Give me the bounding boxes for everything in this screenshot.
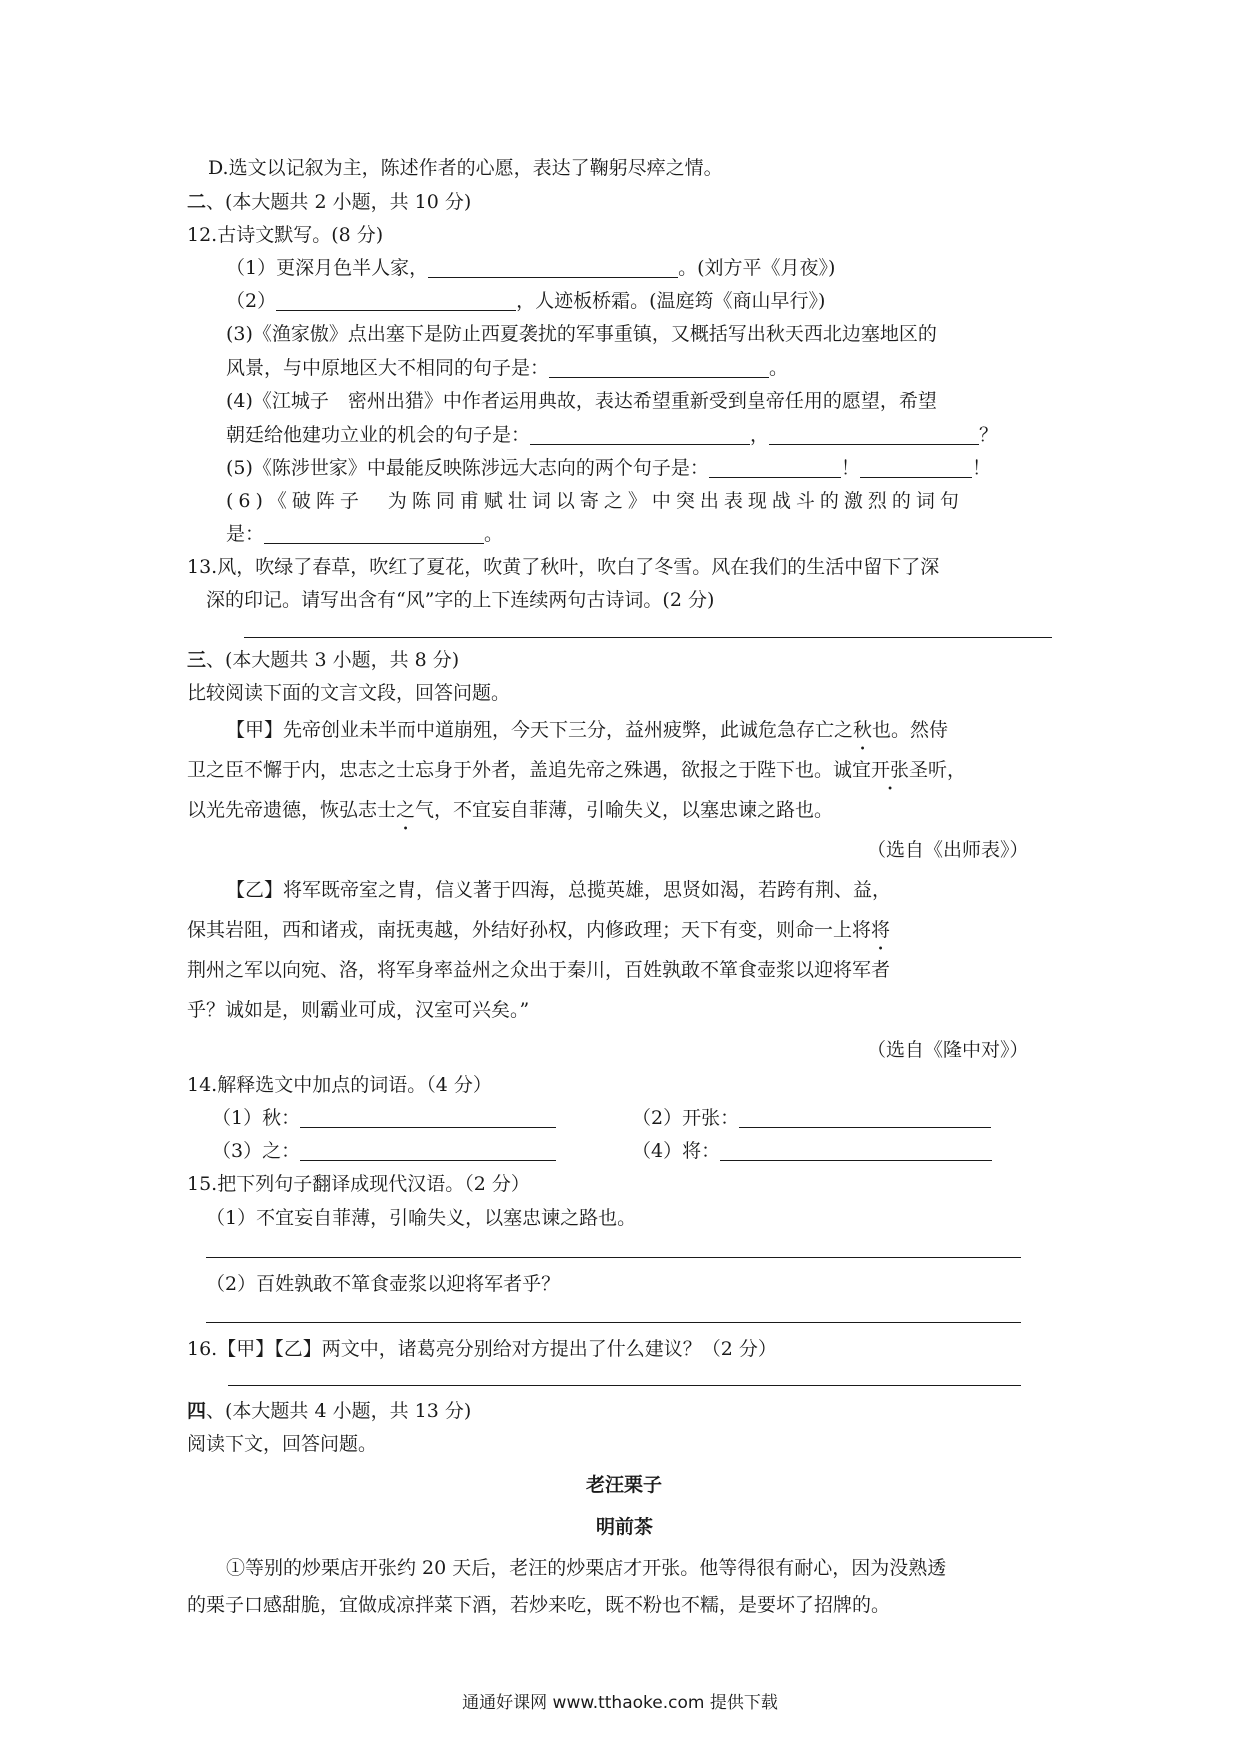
q12-item-6-suffix: 。 <box>484 523 504 545</box>
q14-item-3-blank[interactable] <box>300 1140 556 1161</box>
section4-number: 四 <box>187 1400 207 1422</box>
q12-item-3-line2 <box>226 355 788 381</box>
passage-yi-line3: 荆州之军以向宛、洛，将军身率益州之众出于秦川，百姓孰敢不箪食壶浆以迎将军者 <box>187 959 891 981</box>
passage-yi-line4: 乎？诚如是，则霸业可成，汉室可兴矣。” <box>187 999 530 1021</box>
q12-item-4-line2 <box>226 422 998 448</box>
q14-title: 14.解释选文中加点的词语。（4 分） <box>187 1074 492 1096</box>
passage-yi-line1: 【乙】将军既帝室之胄，信义著于四海，总揽英雄，思贤如渴，若跨有荆、益， <box>226 879 892 901</box>
q12-item-3-blank[interactable] <box>549 357 769 378</box>
q12-item-1 <box>226 255 835 281</box>
passage-yi-line2 <box>187 917 890 943</box>
q12-item-5 <box>226 455 991 481</box>
q15-item-2: （2）百姓孰敢不箪食壶浆以迎将军者乎？ <box>206 1273 561 1295</box>
passage-yi-source: （选自《隆中对》） <box>867 1039 1029 1061</box>
q12-item-6-prefix: 是： <box>226 523 265 545</box>
q12-item-3-prefix: 风景，与中原地区大不相同的句子是： <box>226 357 550 379</box>
q12-item-6-line1: (6)《破阵子 为陈同甫赋壮词以寄之》中突出表现战斗的激烈的词句 <box>226 490 964 512</box>
q14-item-4-label: （4）将： <box>632 1140 721 1162</box>
q14-item-4 <box>632 1138 992 1164</box>
article-title: 老汪栗子 <box>586 1474 663 1496</box>
passage-yi-line2-text: 保其岩阻，西和诸戎，南抚夷越，外结好孙权，内修政理；天下有变，则命一上将 <box>187 919 872 941</box>
dotted-word-jiang: 将 <box>871 919 891 941</box>
q12-item-4-blank-1[interactable] <box>530 424 750 445</box>
q14-item-2 <box>632 1105 991 1131</box>
q15-item-1-answer-line[interactable] <box>206 1257 1021 1258</box>
q12-item-5-blank-2[interactable] <box>860 457 972 478</box>
q12-item-4-line1: (4)《江城子 密州出猎》中作者运用典故，表达希望重新受到皇帝任用的愿望，希望 <box>226 390 937 412</box>
q12-item-6-line2 <box>226 521 503 547</box>
article-paragraph-1-line1: ①等别的炒栗店开张约 20 天后，老汪的炒栗店才开张。他等得很有耐心，因为没熟透 <box>226 1557 947 1579</box>
q12-item-2-suffix: ，人迹板桥霜。(温庭筠《商山早行》) <box>516 290 826 312</box>
q12-item-5-blank-1[interactable] <box>709 457 841 478</box>
footer-download-notice: 通通好课网 www.tthaoke.com 提供下载 <box>462 1693 778 1713</box>
q15-title: 15.把下列句子翻译成现代汉语。（2 分） <box>187 1173 530 1195</box>
passage-jia-line2-text: 卫之臣不懈于内，忠志之士忘身于外者，盖追先帝之殊遇，欲报之于陛下也。诚宜 <box>187 759 872 781</box>
q12-item-4-separator: ， <box>750 424 770 446</box>
passage-jia-line3 <box>187 797 833 823</box>
q12-title: 12.古诗文默写。(8 分) <box>187 224 384 246</box>
q12-item-3-suffix: 。 <box>769 357 789 379</box>
q13-line1: 13.风，吹绿了春草，吹红了夏花，吹黄了秋叶，吹白了冬雪。风在我们的生活中留下了深 <box>187 556 940 578</box>
section3-intro: 比较阅读下面的文言文段，回答问题。 <box>187 682 511 704</box>
dotted-word-kaizhang: 开张 <box>871 759 910 781</box>
q14-item-3 <box>212 1138 556 1164</box>
q12-item-1-blank[interactable] <box>428 257 678 278</box>
q11-option-d: D.选文以记叙为主，陈述作者的心愿，表达了鞠躬尽瘁之情。 <box>208 157 723 179</box>
q12-item-2-prefix: （2） <box>226 290 277 312</box>
section2-header-text: 、(本大题共 2 小题，共 10 分) <box>206 191 472 213</box>
passage-jia-line2-tail: 圣听， <box>909 759 967 781</box>
section2-header <box>187 189 471 215</box>
q15-item-2-answer-line[interactable] <box>206 1322 1021 1323</box>
q12-item-5-separator: ！ <box>840 457 860 479</box>
q14-item-2-label: （2）开张： <box>632 1107 740 1129</box>
section4-intro: 阅读下文，回答问题。 <box>187 1433 378 1455</box>
q12-item-4-prefix: 朝廷给他建功立业的机会的句子是： <box>226 424 531 446</box>
q14-item-2-blank[interactable] <box>739 1107 991 1128</box>
article-paragraph-1-line2: 的栗子口感甜脆，宜做成凉拌菜下酒，若炒来吃，既不粉也不糯，是要坏了招牌的。 <box>187 1594 891 1616</box>
passage-jia-line1-tail: 也。然侍 <box>872 719 949 741</box>
passage-jia-source: （选自《出师表》） <box>867 839 1029 861</box>
q12-item-1-suffix: 。(刘方平《月夜》) <box>678 257 836 279</box>
dotted-word-zhi: 之 <box>396 799 416 821</box>
q12-item-5-prefix: (5)《陈涉世家》中最能反映陈涉远大志向的两个句子是： <box>226 457 709 479</box>
q12-item-1-prefix: （1）更深月色半人家， <box>226 257 429 279</box>
q14-item-1-label: （1）秋： <box>212 1107 301 1129</box>
dotted-word-qiu: 秋 <box>853 719 873 741</box>
article-author: 明前茶 <box>596 1516 654 1538</box>
q13-line2: 深的印记。请写出含有“风”字的上下连续两句古诗词。(2 分) <box>206 589 715 611</box>
section3-number: 三 <box>187 649 207 671</box>
q14-item-1 <box>212 1105 556 1131</box>
section2-number: 二 <box>187 191 207 213</box>
passage-jia-line2 <box>187 757 966 783</box>
q12-item-5-suffix: ！ <box>971 457 991 479</box>
q12-item-3-line1: (3)《渔家傲》点出塞下是防止西夏袭扰的军事重镇，又概括写出秋天西北边塞地区的 <box>226 323 937 345</box>
passage-jia-line1-text: 【甲】先帝创业未半而中道崩殂，今天下三分，益州疲弊，此诚危急存亡之 <box>226 719 854 741</box>
section3-header-text: 、(本大题共 3 小题，共 8 分) <box>206 649 460 671</box>
q12-item-2-blank[interactable] <box>276 290 516 311</box>
q12-item-6-blank[interactable] <box>264 523 484 544</box>
q14-item-4-blank[interactable] <box>720 1140 992 1161</box>
q12-item-2 <box>226 288 825 314</box>
section3-header <box>187 647 459 673</box>
passage-jia-line3-text: 以光先帝遗德，恢弘志士 <box>187 799 397 821</box>
section4-header-text: 、(本大题共 4 小题，共 13 分) <box>206 1400 472 1422</box>
section4-header <box>187 1398 471 1424</box>
q14-item-3-label: （3）之： <box>212 1140 301 1162</box>
q12-item-4-blank-2[interactable] <box>769 424 979 445</box>
q16-text: 16.【甲】【乙】两文中，诸葛亮分别给对方提出了什么建议？（2 分） <box>187 1338 777 1360</box>
q15-item-1: （1）不宜妄自菲薄，引喻失义，以塞忠谏之路也。 <box>206 1207 637 1229</box>
passage-jia-line3-tail: 气，不宜妄自菲薄，引喻失义，以塞忠谏之路也。 <box>415 799 834 821</box>
q16-answer-line[interactable] <box>228 1385 1021 1386</box>
q12-item-4-suffix: ？ <box>979 424 999 446</box>
passage-jia-line1 <box>226 717 948 743</box>
q13-answer-line[interactable] <box>244 637 1052 638</box>
q14-item-1-blank[interactable] <box>300 1107 556 1128</box>
